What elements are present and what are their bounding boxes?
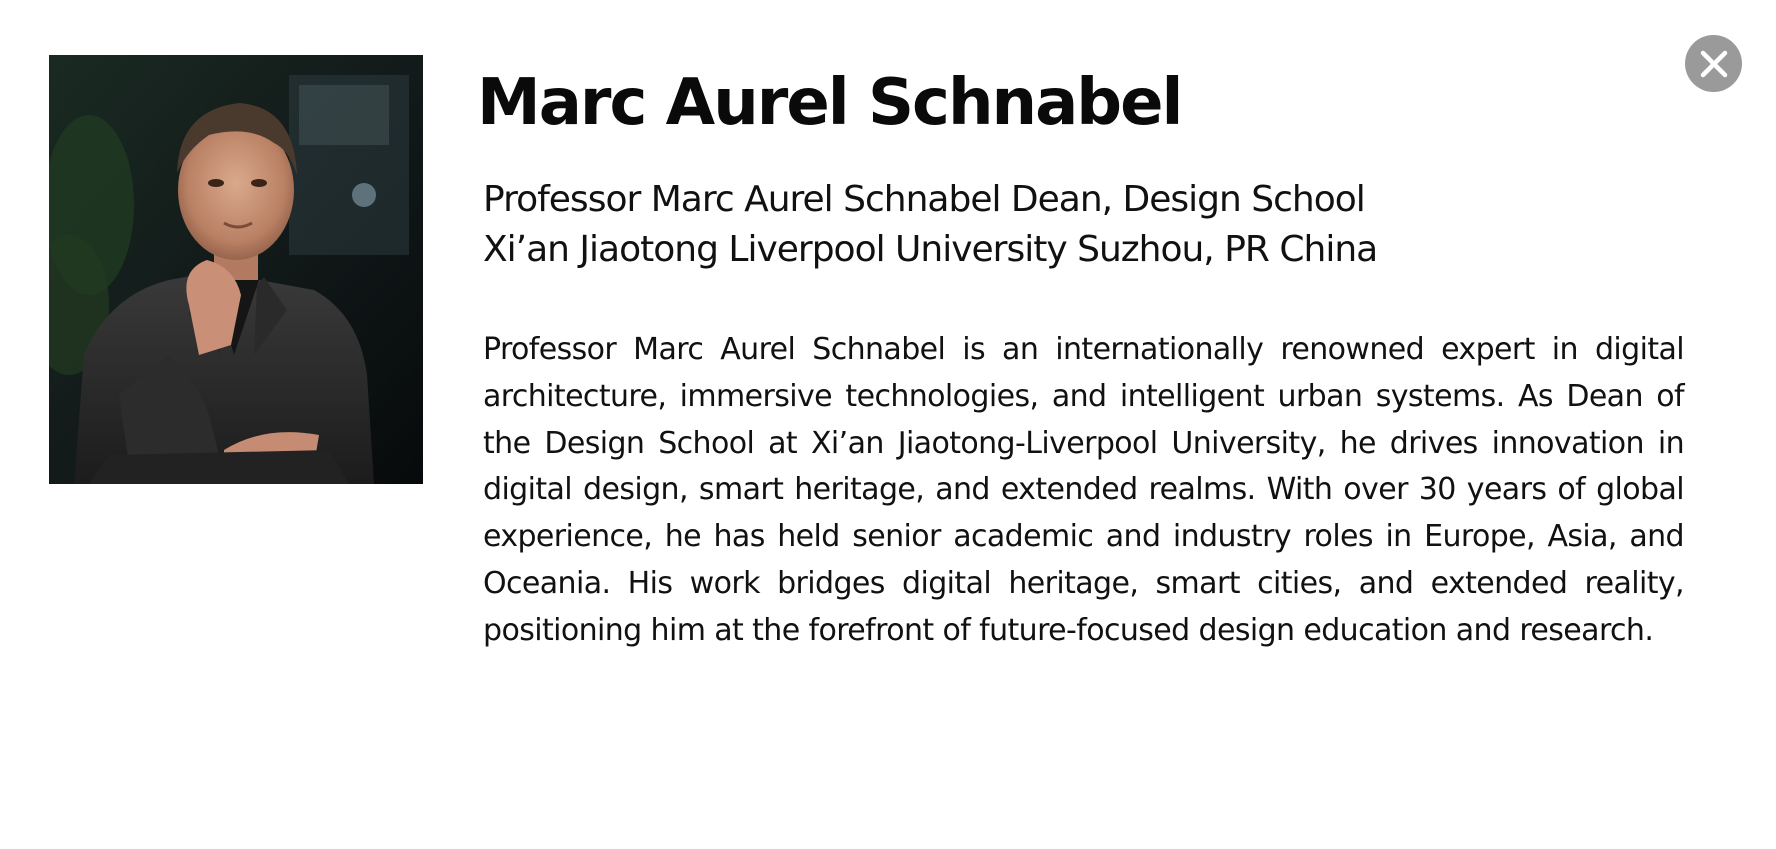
person-title-block	[483, 175, 1377, 275]
person-affiliation: Xi’an Jiaotong Liverpool University Suzhou, PR China	[483, 229, 1378, 270]
portrait-image	[49, 55, 423, 484]
person-title: Professor Marc Aurel Schnabel Dean, Design School	[483, 179, 1365, 220]
person-name: Marc Aurel Schnabel	[477, 66, 1182, 140]
profile-photo	[49, 55, 423, 484]
person-bio: Professor Marc Aurel Schnabel is an internationally renowned expert in digital architecture, immersive technologies, and intelligent urban systems. As Dean of the Design School at Xi’an Jiaotong-Liverpool University, he drives innovation in digital design, smart heritage, and extended realms. With over 30 years of global experience, he has held senior academic and industry roles in Europe, Asia, and Oceania. His work bridges digital heritage, smart cities, and extended reality, positioning him at the forefront of future-focused design education and research.	[483, 332, 1684, 648]
close-icon	[1696, 46, 1732, 82]
close-button[interactable]	[1685, 35, 1742, 92]
